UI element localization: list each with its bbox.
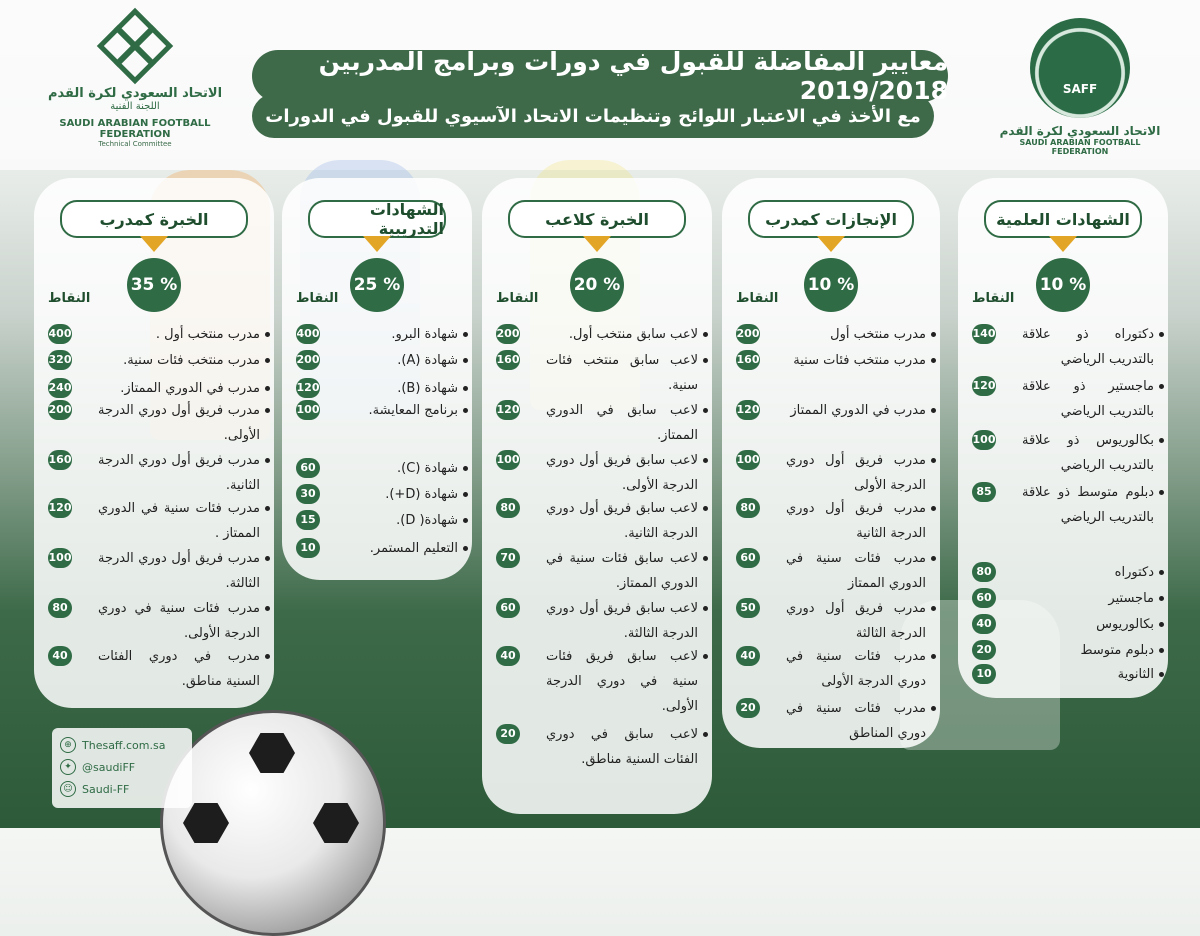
bullet-icon: [463, 332, 468, 337]
bullet-icon: [463, 408, 468, 413]
category-title: الخبرة كلاعب: [508, 200, 686, 238]
bullet-icon: [1159, 332, 1164, 337]
bullet-icon: [265, 386, 270, 391]
points-badge: 200: [496, 324, 520, 344]
points-badge: 15: [296, 510, 320, 530]
bullet-icon: [931, 458, 936, 463]
bullet-icon: [931, 606, 936, 611]
bullet-icon: [931, 654, 936, 659]
points-badge: 160: [496, 350, 520, 370]
falcon-ball-icon: [1030, 18, 1130, 118]
criteria-card: [482, 178, 712, 814]
points-badge: 160: [48, 450, 72, 470]
pointer-arrow-icon: [140, 236, 168, 252]
bullet-icon: [1159, 490, 1164, 495]
criteria-text: دكتوراه ذو علاقة بالتدريب الرياضي: [1022, 327, 1154, 367]
contact-text: Thesaff.com.sa: [82, 738, 166, 752]
points-badge: 400: [48, 324, 72, 344]
twitter-icon: ✦: [60, 759, 76, 775]
criteria-text: مدرب في الدوري الممتاز.: [120, 381, 260, 396]
points-badge: 120: [296, 378, 320, 398]
points-badge: 80: [48, 598, 72, 618]
contact-snapchat[interactable]: [60, 778, 184, 800]
bullet-icon: [931, 408, 936, 413]
criteria-text: مدرب فريق أول دوري الدرجة الأولى.: [98, 403, 260, 443]
criteria-card: [282, 178, 472, 580]
pointer-arrow-icon: [1049, 236, 1077, 252]
criteria-text: لاعب سابق في دوري الفئات السنية مناطق.: [546, 727, 698, 767]
bullet-icon: [1159, 672, 1164, 677]
criteria-text: شهادة (C).: [397, 461, 458, 476]
criteria-text: مدرب منتخب فئات سنية.: [123, 353, 260, 368]
bullet-icon: [463, 546, 468, 551]
criteria-text: لاعب سابق فريق أول دوري الدرجة الأولى.: [546, 453, 698, 493]
points-badge: 100: [48, 548, 72, 568]
points-badge: 240: [48, 378, 72, 398]
contacts-box: [52, 728, 192, 808]
weight-percent-badge: 35 %: [127, 258, 181, 312]
criteria-text: شهادة (A).: [397, 353, 458, 368]
weight-percent-badge: 10 %: [1036, 258, 1090, 312]
pointer-arrow-icon: [583, 236, 611, 252]
weight-percent-badge: 10 %: [804, 258, 858, 312]
saff-badge-text: SAFF: [1062, 82, 1098, 96]
contact-website[interactable]: [60, 734, 184, 756]
criteria-text: مدرب منتخب أول .: [155, 327, 260, 342]
points-label: النقاط: [48, 291, 91, 306]
bullet-icon: [463, 358, 468, 363]
points-badge: 120: [736, 400, 760, 420]
criteria-text: لاعب سابق فريق فئات سنية في دوري الدرجة الأولى.: [546, 649, 698, 714]
soccer-ball-image: [160, 710, 386, 936]
criteria-text: مدرب فئات سنية في دوري المناطق: [786, 701, 926, 741]
contact-text: @saudiFF: [82, 760, 136, 774]
pointer-arrow-icon: [817, 236, 845, 252]
criteria-text: لاعب سابق منتخب فئات سنية.: [546, 353, 698, 393]
criteria-card: [722, 178, 940, 748]
bullet-icon: [1159, 384, 1164, 389]
saff-logo: [990, 18, 1170, 156]
header-banner: [252, 47, 948, 140]
category-title: الإنجازات كمدرب: [748, 200, 914, 238]
criteria-text: لاعب سابق منتخب أول.: [568, 327, 698, 342]
points-badge: 80: [496, 498, 520, 518]
points-label: النقاط: [496, 291, 539, 306]
points-badge: 20: [496, 724, 520, 744]
criteria-text: مدرب فريق أول دوري الدرجة الثالثة.: [98, 551, 260, 591]
federation-technical-logo: [30, 14, 240, 154]
criteria-text: الثانوية: [1117, 667, 1154, 682]
bullet-icon: [931, 706, 936, 711]
points-badge: 140: [972, 324, 996, 344]
points-badge: 200: [48, 400, 72, 420]
criteria-text: مدرب منتخب فئات سنية: [793, 353, 926, 368]
bullet-icon: [463, 518, 468, 523]
criteria-text: مدرب فريق أول دوري الدرجة الثانية: [786, 501, 926, 541]
bullet-icon: [265, 332, 270, 337]
bullet-icon: [463, 492, 468, 497]
points-badge: 20: [736, 698, 760, 718]
points-badge: 100: [972, 430, 996, 450]
category-title: الشهادات العلمية: [984, 200, 1142, 238]
criteria-text: مدرب في الدوري الممتاز: [790, 403, 926, 418]
points-badge: 80: [972, 562, 996, 582]
points-badge: 60: [296, 458, 320, 478]
points-badge: 400: [296, 324, 320, 344]
criteria-text: مدرب فئات سنية في الدوري الممتاز .: [98, 501, 260, 541]
header-subtitle: مع الأخذ في الاعتبار اللوائح وتنظيمات الاتحاد الآسيوي للقبول في الدورات: [252, 94, 934, 138]
points-badge: 100: [496, 450, 520, 470]
bullet-icon: [931, 506, 936, 511]
bullet-icon: [703, 654, 708, 659]
points-label: النقاط: [296, 291, 339, 306]
points-badge: 85: [972, 482, 996, 502]
snapchat-icon: ☺: [60, 781, 76, 797]
criteria-text: لاعب سابق فئات سنية في الدوري الممتاز.: [546, 551, 698, 591]
bullet-icon: [703, 556, 708, 561]
bullet-icon: [1159, 438, 1164, 443]
points-badge: 60: [972, 588, 996, 608]
criteria-text: لاعب سابق في الدوري الممتاز.: [546, 403, 698, 443]
bullet-icon: [703, 732, 708, 737]
bullet-icon: [703, 506, 708, 511]
bullet-icon: [931, 358, 936, 363]
criteria-text: مدرب فئات سنية في دوري الدرجة الأولى: [786, 649, 926, 689]
points-badge: 60: [496, 598, 520, 618]
criteria-text: دبلوم متوسط ذو علاقة بالتدريب الرياضي: [1022, 485, 1154, 525]
points-badge: 120: [972, 376, 996, 396]
points-badge: 70: [496, 548, 520, 568]
criteria-text: مدرب فريق أول دوري الدرجة الثانية.: [98, 453, 260, 493]
points-badge: 40: [972, 614, 996, 634]
criteria-text: مدرب فريق أول دوري الدرجة الأولى: [786, 453, 926, 493]
points-badge: 120: [48, 498, 72, 518]
bullet-icon: [463, 386, 468, 391]
weight-percent-badge: 20 %: [570, 258, 624, 312]
criteria-text: بكالوريوس: [1096, 617, 1154, 632]
bullet-icon: [265, 358, 270, 363]
points-badge: 80: [736, 498, 760, 518]
points-badge: 100: [736, 450, 760, 470]
logo-arabic-sub: اللجنة الفنية: [110, 101, 160, 112]
criteria-text: مدرب منتخب أول: [830, 327, 926, 342]
bullet-icon: [931, 556, 936, 561]
star-logo-icon: [103, 14, 167, 78]
points-label: النقاط: [736, 291, 779, 306]
criteria-text: شهادة( D).: [396, 513, 458, 528]
criteria-text: لاعب سابق فريق أول دوري الدرجة الثانية.: [546, 501, 698, 541]
bullet-icon: [1159, 596, 1164, 601]
points-badge: 50: [736, 598, 760, 618]
criteria-text: بكالوريوس ذو علاقة بالتدريب الرياضي: [1022, 433, 1154, 473]
bullet-icon: [703, 358, 708, 363]
criteria-text: مدرب فريق أول دوري الدرجة الثالثة: [786, 601, 926, 641]
bullet-icon: [1159, 648, 1164, 653]
criteria-card: [958, 178, 1168, 698]
bullet-icon: [703, 332, 708, 337]
criteria-text: شهادة (B).: [397, 381, 458, 396]
criteria-text: شهادة (D+).: [385, 487, 458, 502]
criteria-text: مدرب فئات سنية في الدوري الممتاز: [786, 551, 926, 591]
points-badge: 320: [48, 350, 72, 370]
bullet-icon: [703, 606, 708, 611]
logo-english-name: SAUDI ARABIAN FOOTBALL FEDERATION: [1019, 138, 1141, 156]
criteria-text: التعليم المستمر.: [369, 541, 458, 556]
criteria-text: برنامج المعايشة.: [368, 403, 458, 418]
logo-arabic-name: الاتحاد السعودي لكرة القدم: [47, 86, 223, 101]
contact-text: Saudi-FF: [82, 782, 130, 796]
weight-percent-badge: 25 %: [350, 258, 404, 312]
bullet-icon: [703, 458, 708, 463]
criteria-text: مدرب في دوري الفئات السنية مناطق.: [98, 649, 260, 689]
category-title: الخبرة كمدرب: [60, 200, 248, 238]
criteria-text: لاعب سابق فريق أول دوري الدرجة الثالثة.: [546, 601, 698, 641]
points-badge: 160: [736, 350, 760, 370]
points-badge: 40: [736, 646, 760, 666]
bullet-icon: [1159, 622, 1164, 627]
criteria-text: مدرب فئات سنية في دوري الدرجة الأولى.: [98, 601, 260, 641]
bullet-icon: [265, 506, 270, 511]
criteria-text: ماجستير: [1108, 591, 1154, 606]
logo-english-name: SAUDI ARABIAN FOOTBALL FEDERATION: [59, 118, 211, 140]
points-badge: 30: [296, 484, 320, 504]
logo-english-sub: Technical Committee: [98, 140, 172, 148]
bullet-icon: [265, 556, 270, 561]
bullet-icon: [1159, 570, 1164, 575]
points-badge: 120: [496, 400, 520, 420]
bullet-icon: [463, 466, 468, 471]
criteria-text: دكتوراه: [1114, 565, 1154, 580]
globe-icon: ⊕: [60, 737, 76, 753]
bullet-icon: [265, 458, 270, 463]
bullet-icon: [265, 654, 270, 659]
points-badge: 40: [496, 646, 520, 666]
criteria-card: [34, 178, 274, 708]
header-title: معايير المفاضلة للقبول في دورات وبرامج المدربين 2019/2018: [252, 50, 948, 102]
bullet-icon: [265, 606, 270, 611]
points-badge: 200: [736, 324, 760, 344]
bullet-icon: [931, 332, 936, 337]
category-title: الشهادات التدريبية: [308, 200, 446, 238]
pointer-arrow-icon: [363, 236, 391, 252]
points-label: النقاط: [972, 291, 1015, 306]
points-badge: 100: [296, 400, 320, 420]
bullet-icon: [703, 408, 708, 413]
points-badge: 10: [296, 538, 320, 558]
points-badge: 10: [972, 664, 996, 684]
logo-arabic-name: الاتحاد السعودي لكرة القدم: [999, 124, 1161, 138]
contact-twitter[interactable]: [60, 756, 184, 778]
points-badge: 200: [296, 350, 320, 370]
points-badge: 20: [972, 640, 996, 660]
points-badge: 40: [48, 646, 72, 666]
bullet-icon: [265, 408, 270, 413]
criteria-text: شهادة البرو.: [391, 327, 458, 342]
criteria-text: دبلوم متوسط: [1080, 643, 1154, 658]
criteria-text: ماجستير ذو علاقة بالتدريب الرياضي: [1022, 379, 1154, 419]
points-badge: 60: [736, 548, 760, 568]
